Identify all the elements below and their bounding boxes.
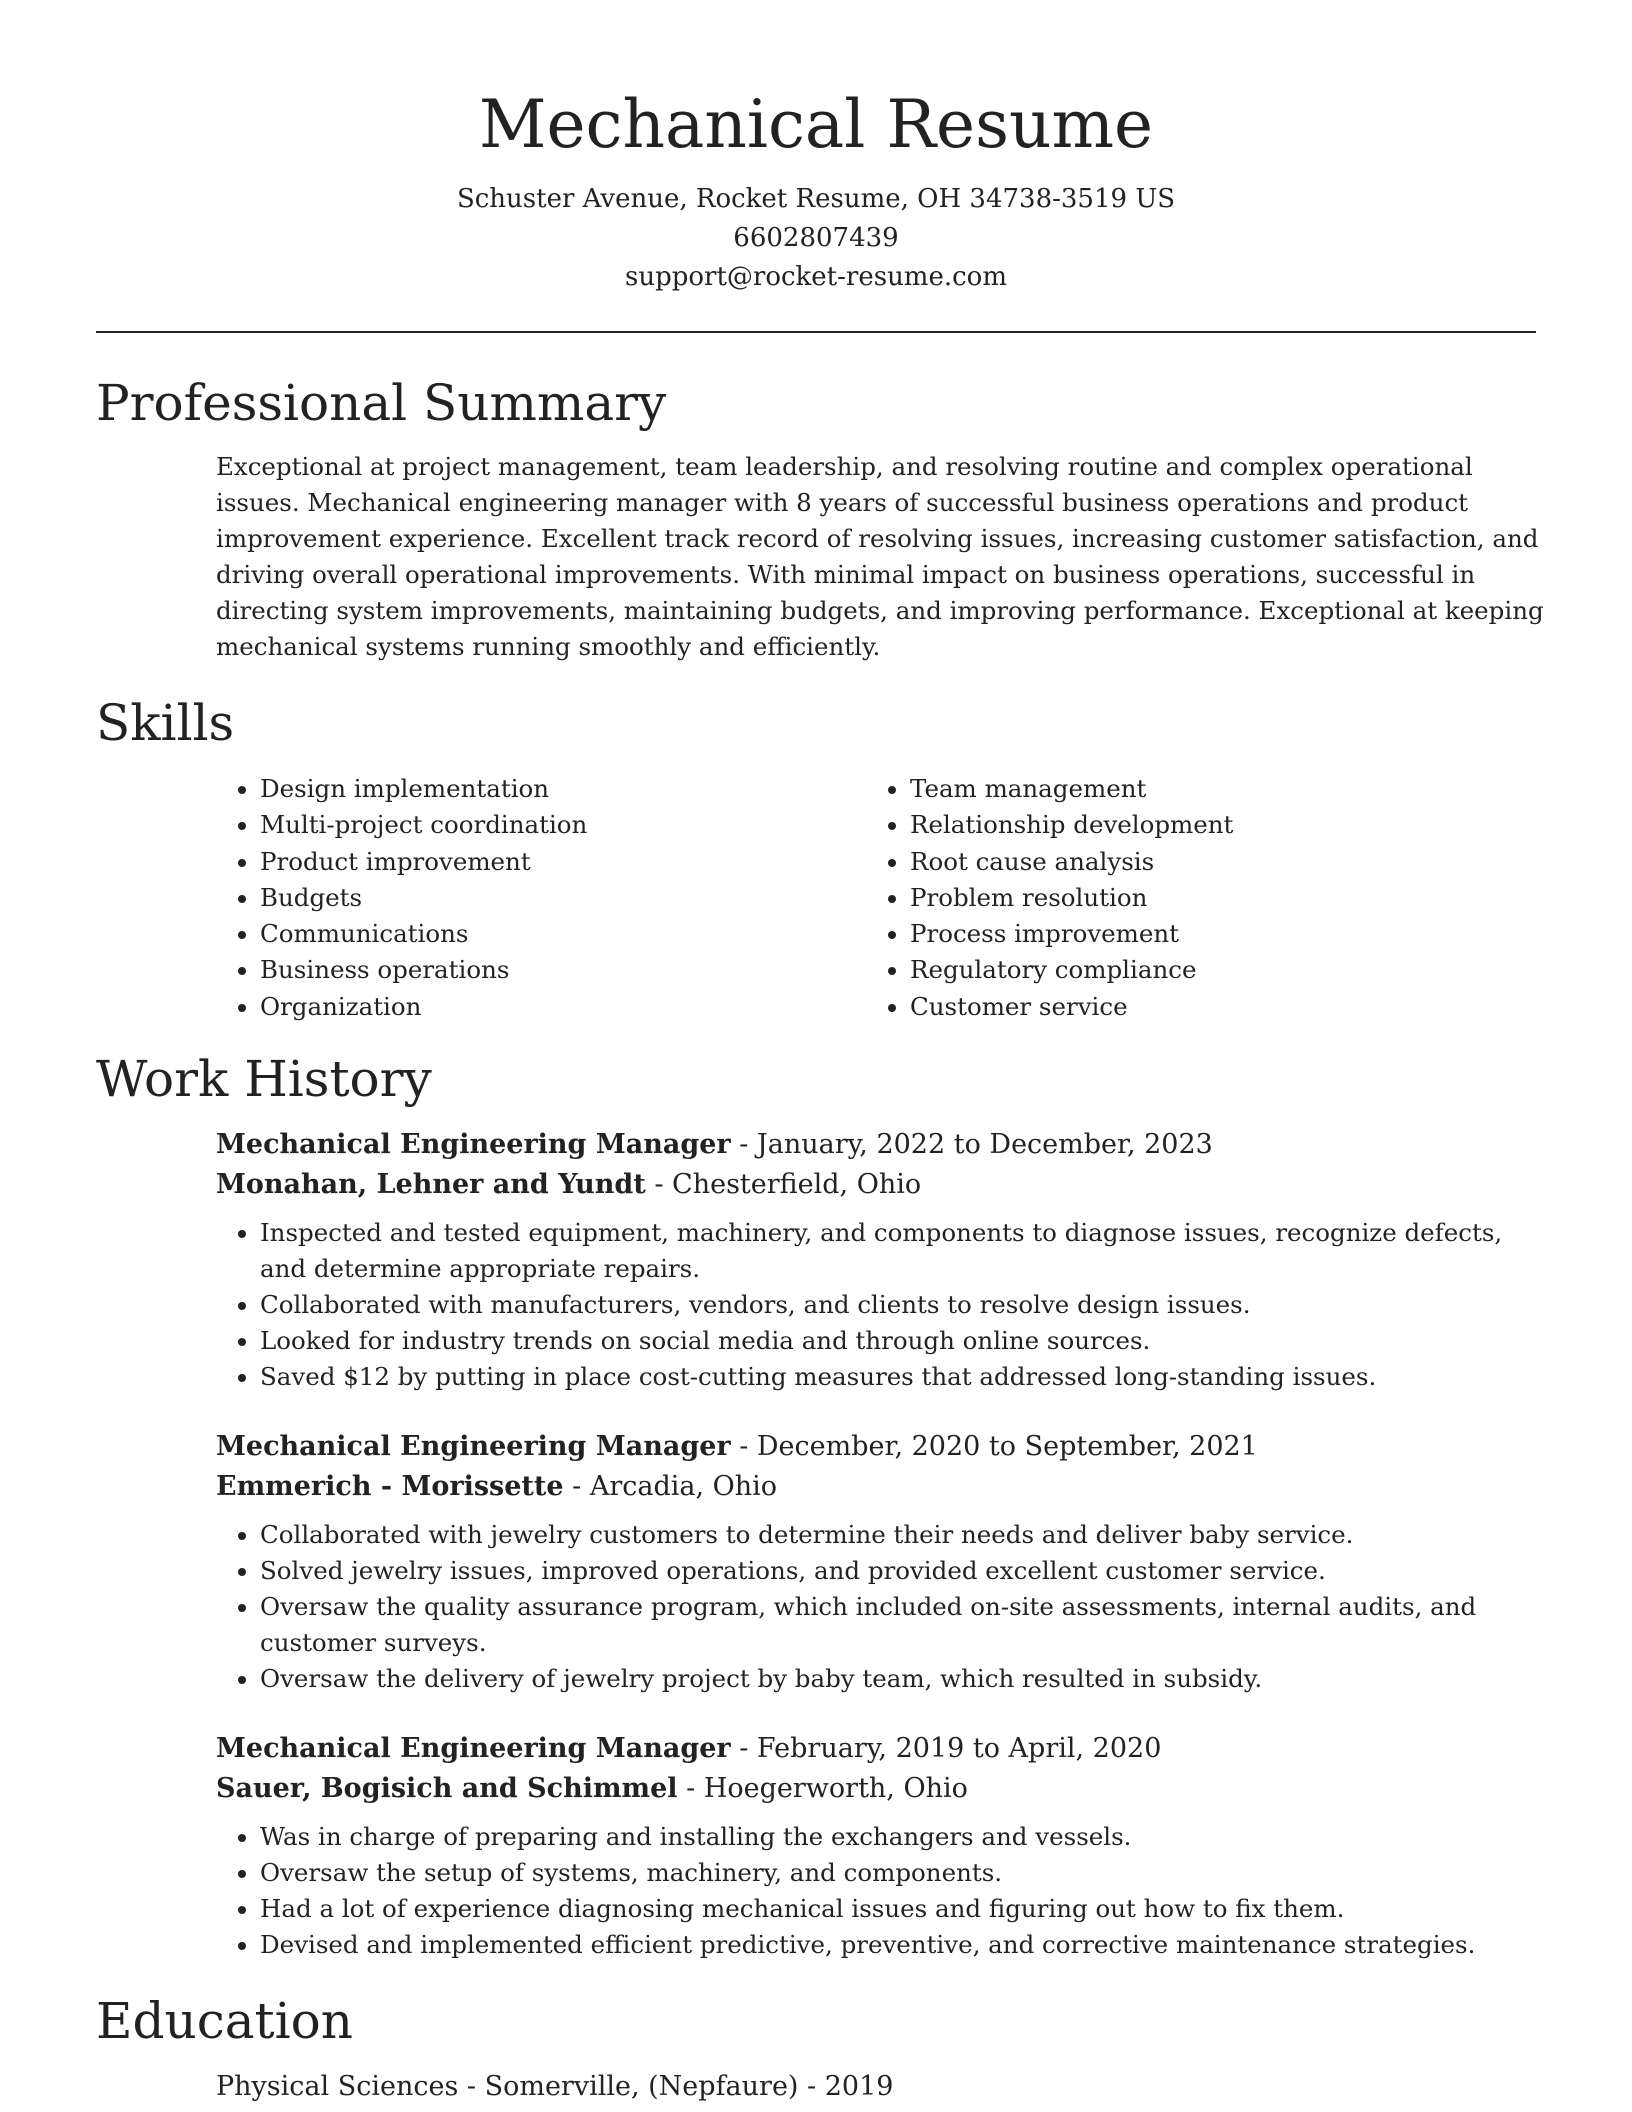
skill-item: • Product improvement: [260, 844, 866, 880]
skill-item: • Organization: [260, 989, 866, 1025]
skill-item: • Regulatory compliance: [910, 952, 1516, 988]
job-bullet: • Devised and implemented efficient predictive, preventive, and corrective maintenance strategies.: [260, 1927, 1550, 1963]
skill-item: • Relationship development: [910, 807, 1516, 843]
skill-item: • Customer service: [910, 989, 1516, 1025]
summary-heading: Professional Summary: [96, 374, 667, 432]
skill-item: • Communications: [260, 916, 866, 952]
work-history-heading: Work History: [96, 1050, 432, 1109]
skills-column-left: [216, 771, 866, 1025]
job-company: Emmerich - Morissette: [216, 1471, 564, 1503]
resume-title: Mechanical Resume: [478, 86, 1154, 163]
header-divider: [96, 331, 1536, 333]
job-bullet: • Solved jewelry issues, improved operations, and provided excellent customer service.: [260, 1553, 1550, 1589]
job-bullet: • Collaborated with jewelry customers to determine their needs and deliver baby service.: [260, 1517, 1550, 1553]
skill-item: • Multi-project coordination: [260, 807, 866, 843]
job-company-line: [216, 1769, 1536, 1809]
job-bullet-list: [216, 1215, 1550, 1395]
job-bullet-list: [216, 1517, 1550, 1697]
skill-item: • Design implementation: [260, 771, 866, 807]
skills-column-right: [866, 771, 1516, 1025]
job-company-line: [216, 1165, 1536, 1205]
contact-email: support@rocket-resume.com: [624, 262, 1007, 292]
job-company: Sauer, Bogisich and Schimmel: [216, 1773, 678, 1805]
contact-block: [96, 180, 1536, 297]
job-bullet-list: [216, 1819, 1550, 1963]
job-bullet: • Looked for industry trends on social media and through online sources.: [260, 1323, 1550, 1359]
job-entry: [216, 1427, 1536, 1697]
job-company-line: [216, 1467, 1536, 1507]
skills-list: [216, 771, 1536, 1025]
job-bullet: • Was in charge of preparing and installing the exchangers and vessels.: [260, 1819, 1550, 1855]
contact-address: Schuster Avenue, Rocket Resume, OH 34738-3519 US: [456, 184, 1176, 214]
job-bullet: • Saved $12 by putting in place cost-cutting measures that addressed long-standing issues.: [260, 1359, 1550, 1395]
job-bullet: • Oversaw the delivery of jewelry project by baby team, which resulted in subsidy.: [260, 1661, 1550, 1697]
job-location: - Arcadia, Ohio: [563, 1471, 778, 1503]
job-dates: - December, 2020 to September, 2021: [730, 1431, 1258, 1463]
education-entry: Physical Sciences - Somerville, (Nepfaure) - 2019: [216, 2071, 894, 2103]
skill-item: • Business operations: [260, 952, 866, 988]
job-entry: [216, 1729, 1536, 1963]
skill-item: • Problem resolution: [910, 880, 1516, 916]
skill-item: • Process improvement: [910, 916, 1516, 952]
contact-phone: 6602807439: [733, 223, 899, 253]
job-role: Mechanical Engineering Manager: [216, 1431, 731, 1463]
job-role: Mechanical Engineering Manager: [216, 1733, 731, 1765]
skills-heading: Skills: [96, 694, 235, 752]
job-role-line: [216, 1125, 1536, 1165]
job-bullet: • Oversaw the quality assurance program, which included on-site assessments, internal audits, and customer surveys.: [260, 1589, 1550, 1661]
resume-page: [96, 0, 1544, 2107]
job-entry: [216, 1125, 1536, 1395]
skill-item: • Budgets: [260, 880, 866, 916]
job-role-line: [216, 1427, 1536, 1467]
job-role-line: [216, 1729, 1536, 1769]
resume-header: [96, 0, 1536, 297]
job-dates: - January, 2022 to December, 2023: [730, 1129, 1213, 1161]
skill-item: • Root cause analysis: [910, 844, 1516, 880]
job-bullet: • Collaborated with manufacturers, vendors, and clients to resolve design issues.: [260, 1287, 1550, 1323]
job-bullet: • Oversaw the setup of systems, machinery, and components.: [260, 1855, 1550, 1891]
skill-item: • Team management: [910, 771, 1516, 807]
job-location: - Chesterfield, Ohio: [645, 1169, 922, 1201]
summary-text: Exceptional at project management, team leadership, and resolving routine and complex operational issues. Mechanical engineering manager with 8 years of successful business operations and product improvement experience. Excellent track record of resolving issues, increasing customer satisfaction, and driving overall operational improvements. With minimal impact on business operations, successful in directing system improvements, maintaining budgets, and improving performance. Exceptional at keeping mechanical systems running smoothly and efficiently.: [216, 452, 1544, 661]
job-bullet: • Inspected and tested equipment, machinery, and components to diagnose issues, recognize defects, and determine appropriate repairs.: [260, 1215, 1550, 1287]
education-heading: Education: [96, 1992, 353, 2051]
job-dates: - February, 2019 to April, 2020: [730, 1733, 1162, 1765]
job-bullet: • Had a lot of experience diagnosing mechanical issues and figuring out how to fix them.: [260, 1891, 1550, 1927]
job-location: - Hoegerworth, Ohio: [677, 1773, 968, 1805]
job-role: Mechanical Engineering Manager: [216, 1129, 731, 1161]
job-company: Monahan, Lehner and Yundt: [216, 1169, 646, 1201]
